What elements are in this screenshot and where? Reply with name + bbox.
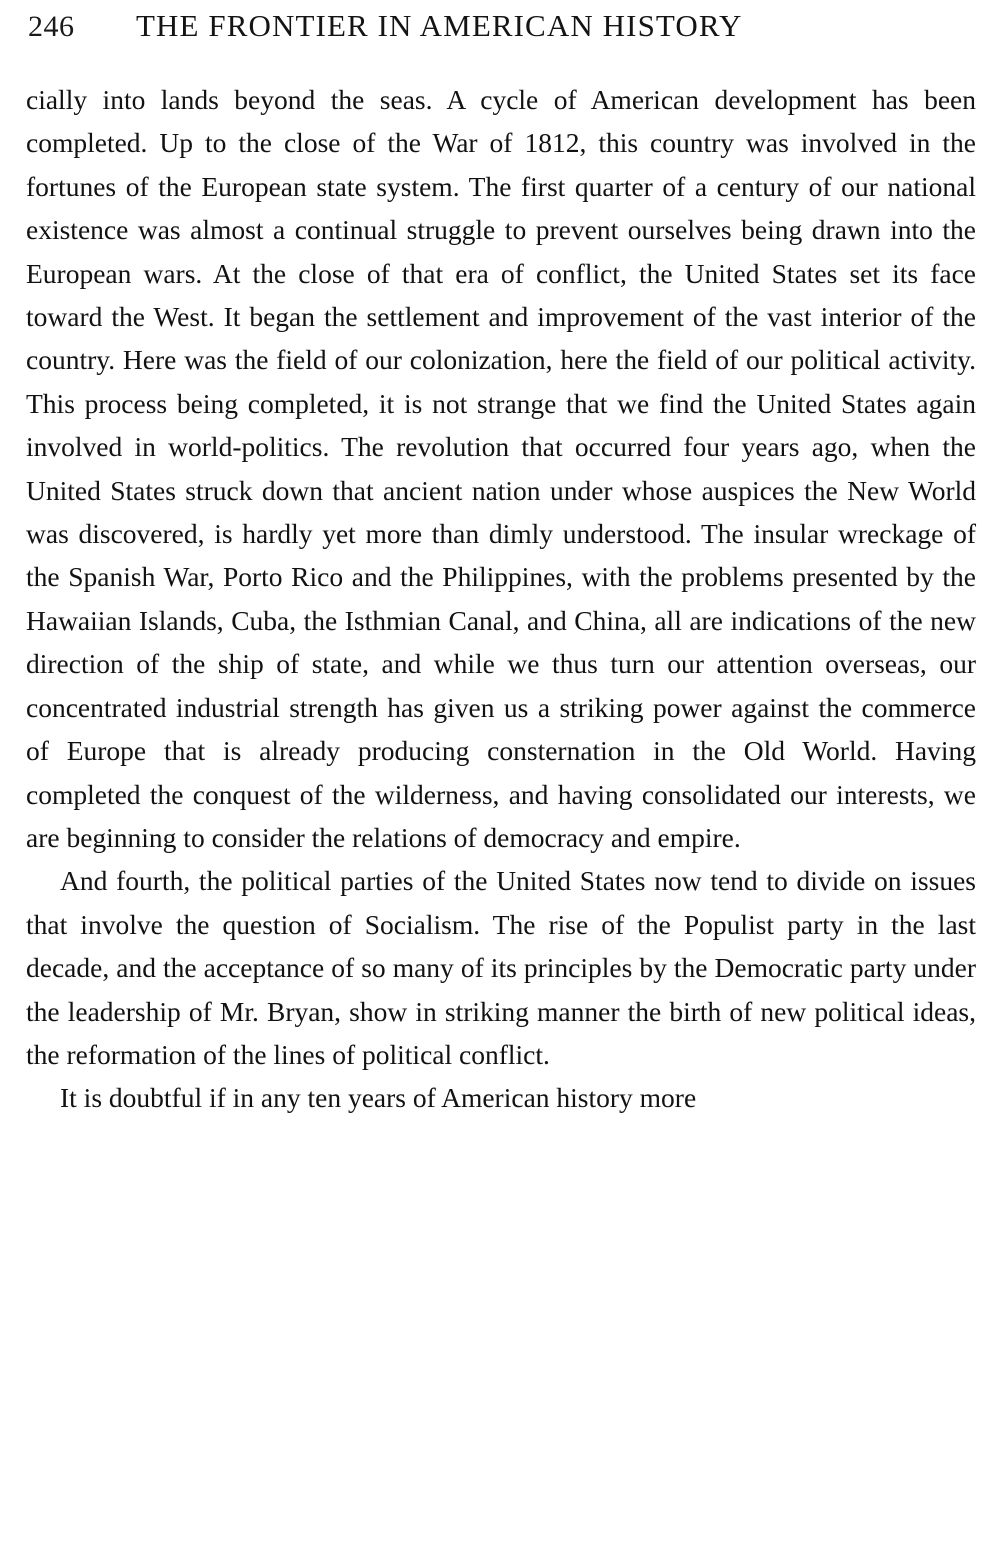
running-head — [0, 0, 1000, 44]
paragraph-continued: cially into lands beyond the seas. A cycle of American development has been completed. Up to the close of the War of 1812, this country was involved in the fortunes of the European state system. The first quarter of a century of our national existence was almost a continual struggle to prevent ourselves being drawn into the European wars. At the close of that era of conflict, the United States set its face toward the West. It began the settlement and improvement of the vast interior of the country. Here was the field of our colonization, here the field of our political activity. This process being completed, it is not strange that we find the United States again involved in world-politics. The revolution that occurred four years ago, when the United States struck down that ancient nation under whose auspices the New World was discovered, is hardly yet more than dimly understood. The insular wreckage of the Spanish War, Porto Rico and the Philippines, with the problems presented by the Hawaiian Islands, Cuba, the Isthmian Canal, and China, all are indications of the new direction of the ship of state, and while we thus turn our attention overseas, our concentrated industrial strength has given us a striking power against the commerce of Europe that is already producing consternation in the Old World. Having completed the conquest of the wilderness, and having consolidated our interests, we are beginning to consider the relations of democracy and empire. — [26, 84, 976, 853]
paragraph-fourth-point: And fourth, the political parties of the United States now tend to divide on issues that involve the question of Socialism. The rise of the Populist party in the last decade, and the acceptance of so many of its principles by the Democratic party under the leadership of Mr. Bryan, show in striking manner the birth of new political ideas, the reformation of the lines of political conflict. — [26, 865, 976, 1070]
page-body — [0, 78, 1000, 1120]
book-title-header: THE FRONTIER IN AMERICAN HISTORY — [136, 8, 743, 43]
page-number: 246 — [28, 10, 75, 43]
paragraph-tail: It is doubtful if in any ten years of American history more — [60, 1082, 697, 1114]
